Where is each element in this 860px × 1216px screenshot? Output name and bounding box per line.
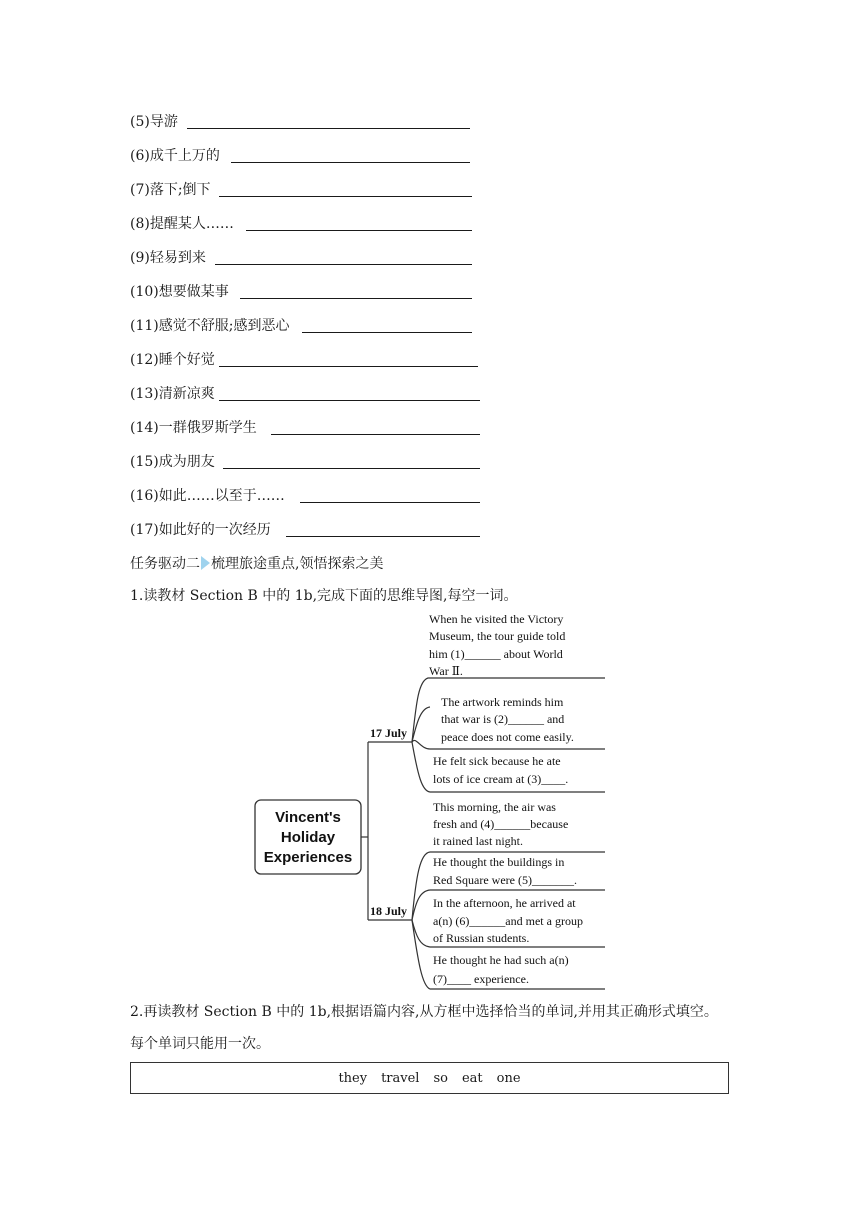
leaf-2-3 <box>433 896 583 945</box>
vocab-item-6: (6)成千上万的 <box>130 148 220 164</box>
task-heading-suffix: 梳理旅途重点,领悟探索之美 <box>211 556 384 572</box>
center-title-line-3: Experiences <box>263 849 353 866</box>
mindmap-center <box>255 800 361 874</box>
leaf-text-line: fresh and (4)______because <box>433 817 569 831</box>
vocab-item-8: (8)提醒某人…… <box>130 216 234 232</box>
leaf-2-4 <box>433 953 569 986</box>
word-box-item: they <box>338 1070 368 1086</box>
leaf-text-line: (7)____ experience. <box>433 972 529 986</box>
answer-blank-12[interactable] <box>219 366 478 367</box>
vocab-item-17: (17)如此好的一次经历 <box>130 522 271 538</box>
leaf-text-line: that war is (2)______ and <box>441 712 565 726</box>
answer-blank-8[interactable] <box>246 230 472 231</box>
leaf-text-line: He thought the buildings in <box>433 855 565 869</box>
leaf-text-line: him (1)______ about World <box>429 647 563 661</box>
leaf-text-line: He thought he had such a(n) <box>433 953 569 967</box>
leaf-text-line: The artwork reminds him <box>441 695 564 709</box>
vocab-item-10: (10)想要做某事 <box>130 284 229 300</box>
leaf-text-line: Red Square were (5)_______. <box>433 873 577 887</box>
leaf-1-2-curve-top <box>412 707 430 742</box>
leaf-2-2 <box>433 855 577 887</box>
leaf-text-line: lots of ice cream at (3)____. <box>433 772 569 786</box>
vocab-item-5: (5)导游 <box>130 114 178 130</box>
vocab-item-11: (11)感觉不舒服;感到恶心 <box>130 318 290 334</box>
answer-blank-13[interactable] <box>219 400 480 401</box>
leaf-1-2 <box>441 695 574 744</box>
leaf-2-1 <box>433 800 568 848</box>
vocab-item-15: (15)成为朋友 <box>130 454 215 470</box>
question-2-line-2: 每个单词只能用一次。 <box>130 1036 270 1052</box>
branch-2-label: 18 July <box>370 904 408 918</box>
word-box-item: one <box>496 1070 521 1086</box>
task-heading <box>130 554 383 574</box>
question-2-line-1: 2.再读教材 Section B 中的 1b,根据语篇内容,从方框中选择恰当的单词,并用其正确形式填空。 <box>130 1004 718 1020</box>
leaf-text-line: War Ⅱ. <box>429 664 463 678</box>
leaf-1-3 <box>433 754 568 786</box>
leaf-text-line: In the afternoon, he arrived at <box>433 896 576 910</box>
question-1-text: 1.读教材 Section B 中的 1b,完成下面的思维导图,每空一词。 <box>130 588 518 604</box>
leaf-text-line: When he visited the Victory <box>429 612 564 626</box>
answer-blank-6[interactable] <box>231 162 470 163</box>
leaf-text-line: He felt sick because he ate <box>433 754 561 768</box>
vocab-item-7: (7)落下;倒下 <box>130 182 211 198</box>
leaf-text-line: it rained last night. <box>433 834 523 848</box>
answer-blank-14[interactable] <box>271 434 480 435</box>
word-box-item: eat <box>461 1070 483 1086</box>
answer-blank-15[interactable] <box>223 468 480 469</box>
answer-blank-17[interactable] <box>286 536 480 537</box>
arrow-icon <box>201 556 210 570</box>
task-heading-prefix: 任务驱动二 <box>130 556 200 572</box>
vocab-item-12: (12)睡个好觉 <box>130 352 215 368</box>
leaf-text-line: peace does not come easily. <box>441 730 574 744</box>
mind-map <box>250 606 615 996</box>
word-box-item: so <box>433 1070 448 1086</box>
vocab-item-14: (14)一群俄罗斯学生 <box>130 420 257 436</box>
vocab-item-16: (16)如此……以至于…… <box>130 488 285 504</box>
leaf-text-line: of Russian students. <box>433 931 530 945</box>
leaf-text-line: a(n) (6)______and met a group <box>433 914 583 928</box>
center-title-line-1: Vincent's <box>275 809 341 826</box>
leaf-1-1 <box>429 612 565 678</box>
leaf-text-line: This morning, the air was <box>433 800 556 814</box>
leaf-text-line: Museum, the tour guide told <box>429 629 566 643</box>
answer-blank-16[interactable] <box>300 502 480 503</box>
branch-1-label: 17 July <box>370 726 408 740</box>
word-box <box>130 1062 729 1094</box>
answer-blank-9[interactable] <box>215 264 472 265</box>
vocab-item-9: (9)轻易到来 <box>130 250 206 266</box>
vocab-item-13: (13)清新凉爽 <box>130 386 215 402</box>
answer-blank-11[interactable] <box>302 332 472 333</box>
answer-blank-10[interactable] <box>240 298 472 299</box>
center-title-line-2: Holiday <box>280 829 336 846</box>
answer-blank-5[interactable] <box>187 128 470 129</box>
word-box-item: travel <box>381 1070 420 1086</box>
answer-blank-7[interactable] <box>219 196 472 197</box>
